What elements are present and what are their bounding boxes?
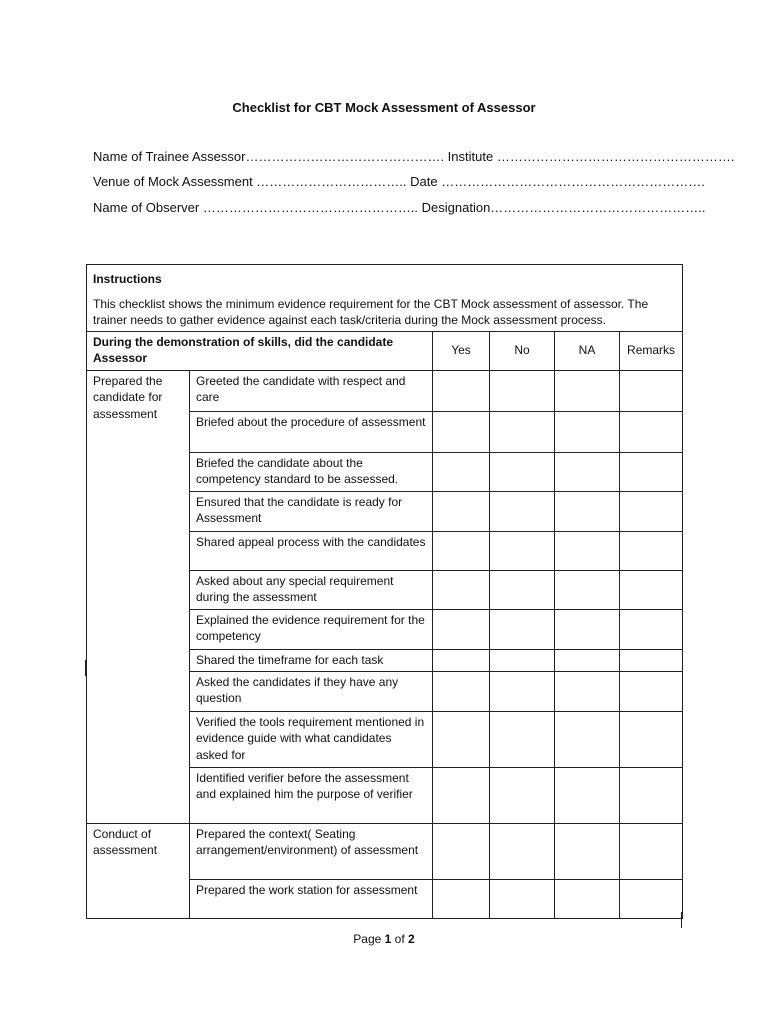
- venue-date-line: Venue of Mock Assessment …………………………….. Date …………………………………………………….: [93, 174, 705, 189]
- criterion-text: Explained the evidence requirement for the competency: [190, 609, 433, 649]
- yes-cell[interactable]: [433, 671, 490, 711]
- yes-cell[interactable]: [433, 531, 490, 570]
- checklist-table: [86, 264, 683, 919]
- remarks-cell[interactable]: [620, 452, 683, 491]
- criterion-text: Verified the tools requirement mentioned in evidence guide with what candidates asked for: [190, 711, 433, 767]
- remarks-cell[interactable]: [620, 649, 683, 671]
- remarks-cell[interactable]: [620, 823, 683, 879]
- current-page: 1: [384, 932, 392, 946]
- yes-cell[interactable]: [433, 767, 490, 823]
- remarks-cell[interactable]: [620, 711, 683, 767]
- yes-cell[interactable]: [433, 823, 490, 879]
- na-cell[interactable]: [555, 531, 620, 570]
- remarks-cell[interactable]: [620, 411, 683, 452]
- margin-mark: [85, 660, 86, 676]
- na-cell[interactable]: [555, 879, 620, 918]
- yes-cell[interactable]: [433, 491, 490, 531]
- no-cell[interactable]: [490, 491, 555, 531]
- no-cell[interactable]: [490, 411, 555, 452]
- instructions-cell: [87, 265, 683, 332]
- na-cell[interactable]: [555, 609, 620, 649]
- header-yes: Yes: [433, 331, 490, 370]
- criterion-text: Prepared the work station for assessment: [190, 879, 433, 918]
- total-pages: 2: [408, 932, 415, 946]
- header-na: NA: [555, 331, 620, 370]
- na-cell[interactable]: [555, 411, 620, 452]
- yes-cell[interactable]: [433, 879, 490, 918]
- na-cell[interactable]: [555, 671, 620, 711]
- yes-cell[interactable]: [433, 711, 490, 767]
- criterion-text: Briefed about the procedure of assessment: [190, 411, 433, 452]
- header-remarks: Remarks: [620, 331, 683, 370]
- remarks-cell[interactable]: [620, 491, 683, 531]
- document-title: Checklist for CBT Mock Assessment of Assessor: [232, 100, 536, 115]
- no-cell[interactable]: [490, 711, 555, 767]
- na-cell[interactable]: [555, 452, 620, 491]
- na-cell[interactable]: [555, 491, 620, 531]
- remarks-cell[interactable]: [620, 609, 683, 649]
- criterion-text: Asked the candidates if they have any question: [190, 671, 433, 711]
- na-cell[interactable]: [555, 649, 620, 671]
- yes-cell[interactable]: [433, 452, 490, 491]
- no-cell[interactable]: [490, 609, 555, 649]
- na-cell[interactable]: [555, 767, 620, 823]
- no-cell[interactable]: [490, 767, 555, 823]
- no-cell[interactable]: [490, 452, 555, 491]
- criterion-text: Prepared the context( Seating arrangement/environment) of assessment: [190, 823, 433, 879]
- remarks-cell[interactable]: [620, 531, 683, 570]
- section-label: Prepared the candidate for assessment: [87, 370, 190, 823]
- header-question: During the demonstration of skills, did the candidate Assessor: [87, 331, 433, 370]
- table-row: [87, 823, 683, 879]
- remarks-cell[interactable]: [620, 671, 683, 711]
- remarks-cell[interactable]: [620, 370, 683, 411]
- na-cell[interactable]: [555, 570, 620, 609]
- no-cell[interactable]: [490, 649, 555, 671]
- header-no: No: [490, 331, 555, 370]
- criterion-text: Asked about any special requirement during the assessment: [190, 570, 433, 609]
- instructions-row: [87, 265, 683, 332]
- criterion-text: Identified verifier before the assessment and explained him the purpose of verifier: [190, 767, 433, 823]
- margin-mark: [681, 912, 682, 928]
- criterion-text: Briefed the candidate about the competency standard to be assessed.: [190, 452, 433, 491]
- na-cell[interactable]: [555, 823, 620, 879]
- no-cell[interactable]: [490, 370, 555, 411]
- table-row: [87, 370, 683, 411]
- observer-designation-line: Name of Observer ………………………………………….. Designation…………………………………………..: [93, 200, 706, 215]
- no-cell[interactable]: [490, 879, 555, 918]
- section-label: Conduct of assessment: [87, 823, 190, 918]
- yes-cell[interactable]: [433, 609, 490, 649]
- criterion-text: Shared appeal process with the candidates: [190, 531, 433, 570]
- yes-cell[interactable]: [433, 411, 490, 452]
- no-cell[interactable]: [490, 823, 555, 879]
- na-cell[interactable]: [555, 711, 620, 767]
- yes-cell[interactable]: [433, 570, 490, 609]
- instructions-text: This checklist shows the minimum evidence requirement for the CBT Mock assessment of assessor. The trainer needs to gather evidence against each task/criteria during the Mock assessment process.: [93, 296, 649, 327]
- trainee-institute-line: Name of Trainee Assessor………………………………………. Institute ……………………………………………….: [93, 149, 735, 164]
- page-footer: Page 1 of 2: [353, 932, 415, 946]
- no-cell[interactable]: [490, 531, 555, 570]
- criterion-text: Greeted the candidate with respect and care: [190, 370, 433, 411]
- criterion-text: Ensured that the candidate is ready for Assessment: [190, 491, 433, 531]
- yes-cell[interactable]: [433, 370, 490, 411]
- na-cell[interactable]: [555, 370, 620, 411]
- no-cell[interactable]: [490, 570, 555, 609]
- criterion-text: Shared the timeframe for each task: [190, 649, 433, 671]
- remarks-cell[interactable]: [620, 570, 683, 609]
- yes-cell[interactable]: [433, 649, 490, 671]
- instructions-heading: Instructions: [93, 272, 162, 286]
- remarks-cell[interactable]: [620, 879, 683, 918]
- remarks-cell[interactable]: [620, 767, 683, 823]
- no-cell[interactable]: [490, 671, 555, 711]
- header-row: [87, 331, 683, 370]
